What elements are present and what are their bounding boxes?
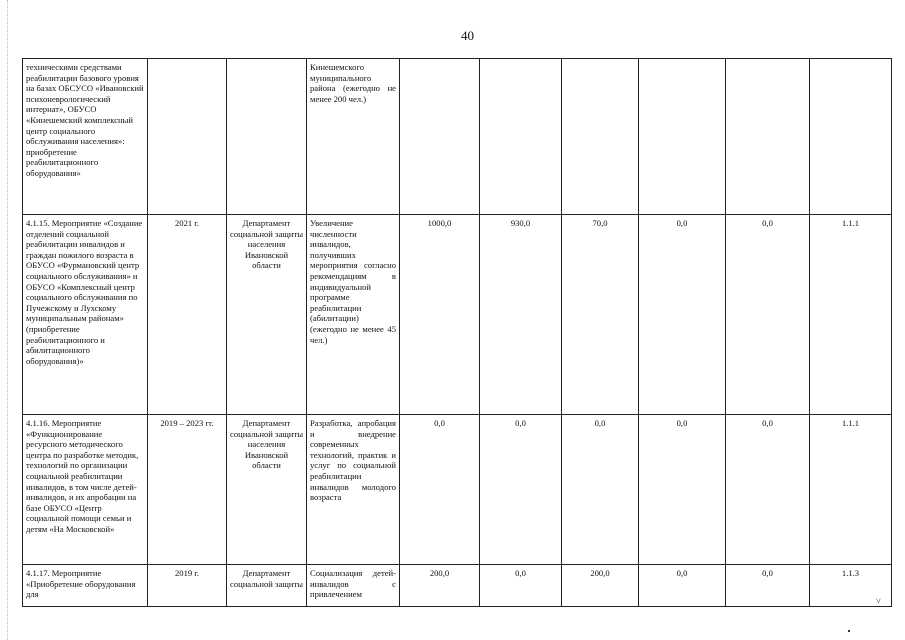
table-row: [23, 215, 892, 415]
value-cell: 0,0: [639, 565, 726, 607]
result-cell: Увеличение численности инвалидов, получивших мероприятия согласно рекомендациям в индивидуальной программе реабилитации (абилитации) (ежегодно не менее 45 чел.): [307, 215, 400, 415]
value-cell: [562, 59, 639, 215]
executor-cell: Департамент социальной защиты населения Ивановской области: [227, 215, 307, 415]
code-cell: [810, 59, 892, 215]
value-cell: 0,0: [639, 415, 726, 565]
scan-margin: [0, 0, 8, 640]
value-cell: 0,0: [726, 565, 810, 607]
value-cell: 1000,0: [400, 215, 480, 415]
value-cell: [639, 59, 726, 215]
period-cell: 2019 – 2023 гг.: [148, 415, 227, 565]
value-cell: 0,0: [726, 215, 810, 415]
value-cell: 0,0: [480, 565, 562, 607]
period-cell: 2019 г.: [148, 565, 227, 607]
value-cell: 0,0: [639, 215, 726, 415]
value-cell: 0,0: [726, 415, 810, 565]
period-cell: [148, 59, 227, 215]
table-row: [23, 415, 892, 565]
value-cell: 200,0: [400, 565, 480, 607]
result-cell: Кинешемского муниципального района (ежегодно не менее 200 чел.): [307, 59, 400, 215]
executor-cell: Департамент социальной защиты: [227, 565, 307, 607]
table-row: [23, 565, 892, 607]
value-cell: [400, 59, 480, 215]
activity-cell: 4.1.17. Мероприятие «Приобретение оборудования для: [23, 565, 148, 607]
activity-cell: 4.1.16. Мероприятие «Функционирование ресурсного методического центра по разработке методик, технологий по организации социальной реабилитации инвалидов, в том числе детей-инвалидов, и их апробации на базе ОБУСО «Центр социальной помощи семьи и детям «На Московской»: [23, 415, 148, 565]
scan-mark: ˅: [875, 596, 881, 606]
code-cell: 1.1.1: [810, 215, 892, 415]
value-cell: 0,0: [400, 415, 480, 565]
code-cell: 1.1.3: [810, 565, 892, 607]
executor-cell: Департамент социальной защиты населения Ивановской области: [227, 415, 307, 565]
value-cell: 930,0: [480, 215, 562, 415]
program-table: [22, 58, 892, 607]
scan-dot: [848, 630, 850, 632]
period-cell: 2021 г.: [148, 215, 227, 415]
executor-cell: [227, 59, 307, 215]
value-cell: 0,0: [480, 415, 562, 565]
result-cell: Разработка, апробация и внедрение современных технологий, практик и услуг по социальной реабилитации инвалидов молодого возраста: [307, 415, 400, 565]
code-cell: 1.1.1: [810, 415, 892, 565]
value-cell: 70,0: [562, 215, 639, 415]
value-cell: [480, 59, 562, 215]
activity-cell: техническими средствами реабилитации базового уровня на базах ОБСУСО «Ивановский психоневрологический интернат», ОБУСО «Кинешемский комплексный центр социального обслуживания населения»: приобретение реабилитационного оборудования»: [23, 59, 148, 215]
value-cell: [726, 59, 810, 215]
table-row: [23, 59, 892, 215]
page-number: 40: [461, 28, 474, 43]
value-cell: 0,0: [562, 415, 639, 565]
value-cell: 200,0: [562, 565, 639, 607]
activity-cell: 4.1.15. Мероприятие «Создание отделений социальной реабилитации инвалидов и граждан пожилого возраста в ОБУСО «Фурмановский центр социального обслуживания» и ОБУСО «Комплексный центр социального обслуживания по Пучежскому и Лухскому муниципальным районам» (приобретение реабилитационного и абилитационного оборудования)»: [23, 215, 148, 415]
result-cell: Социализация детей-инвалидов с привлечением: [307, 565, 400, 607]
